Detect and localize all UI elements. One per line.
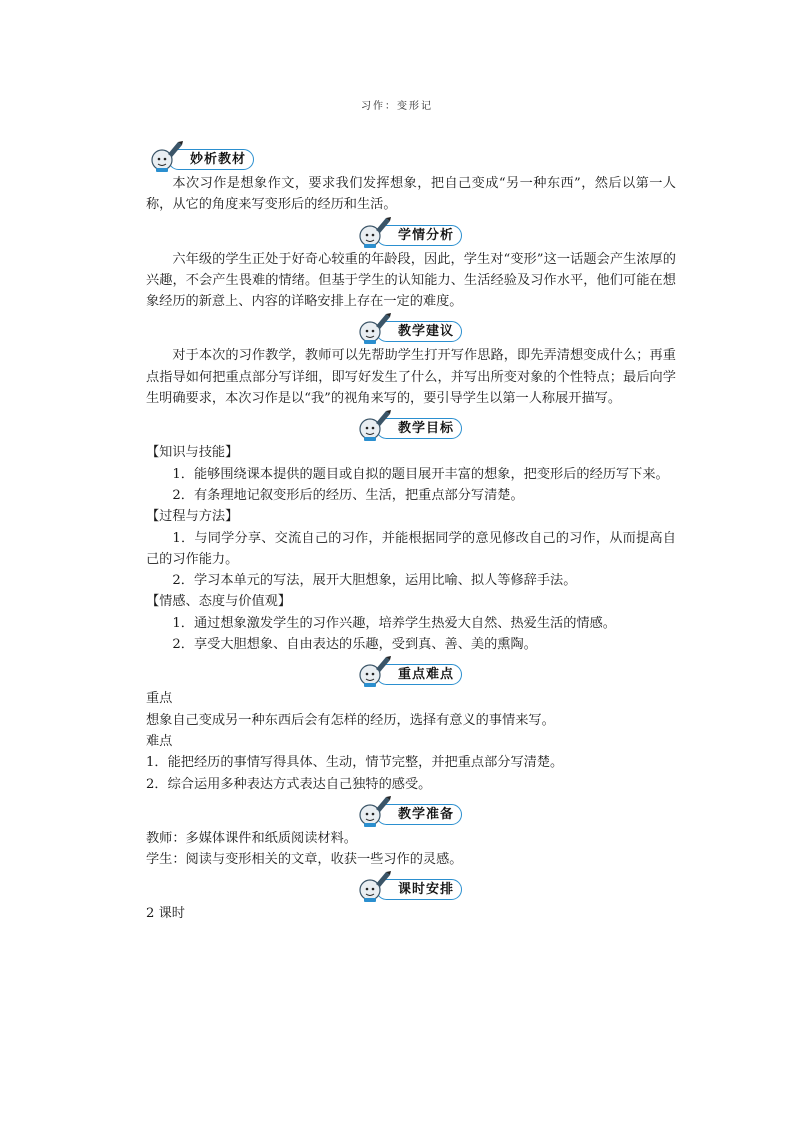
process-title: 【过程与方法】	[146, 509, 239, 525]
pencil-mascot-icon	[356, 795, 394, 828]
pencil-mascot-icon	[356, 216, 394, 249]
section-heading-label: 教学建议	[397, 324, 454, 340]
suggestion-text: 对于本次的习作教学，教师可以先帮助学生打开写作思路，即先弄清想变成什么；再重点指导如何把重点部分写详细，即写好发生了什么，并写出所变对象的个性特点；最后向学生明确要求，本次习作是以“我”的视角来写的，要引导学生以第一人称展开描写。	[146, 348, 676, 407]
emotion-item-1: 1．通过想象激发学生的习作兴趣，培养学生热爱大自然、热爱生活的情感。	[172, 615, 616, 631]
material-text: 本次习作是想象作文，要求我们发挥想象，把自己变成“另一种东西”，然后以第一人称，从它的角度来写变形后的经历和生活。	[146, 176, 676, 213]
pencil-mascot-icon	[356, 409, 394, 442]
key-text: 想象自己变成另一种东西后会有怎样的经历，选择有意义的事情来写。	[146, 712, 555, 728]
prep-student: 学生：阅读与变形相关的文章，收获一些习作的灵感。	[146, 852, 463, 868]
section-heading-suggestion	[146, 312, 676, 345]
process-item-2: 2．学习本单元的写法，展开大胆想象，运用比喻、拟人等修辞手法。	[172, 573, 577, 589]
section-heading-label: 学情分析	[397, 227, 454, 243]
prep-teacher: 教师：多媒体课件和纸质阅读材料。	[146, 830, 357, 846]
difficulty-item-2: 2．综合运用多种表达方式表达自己独特的感受。	[146, 776, 432, 792]
knowledge-title: 【知识与技能】	[146, 445, 239, 461]
document-body	[146, 140, 676, 925]
pencil-mascot-icon	[148, 140, 186, 173]
section-heading-goals	[146, 409, 676, 442]
knowledge-item-2: 2．有条理地记叙变形后的经历、生活，把重点部分写清楚。	[172, 487, 524, 503]
pencil-mascot-icon	[356, 870, 394, 903]
section-heading-label: 重点难点	[397, 667, 454, 683]
emotion-item-2: 2．享受大胆想象、自由表达的乐趣，受到真、善、美的熏陶。	[172, 637, 537, 653]
pencil-mascot-icon	[356, 655, 394, 688]
section-heading-material	[148, 140, 676, 173]
analysis-text: 六年级的学生正处于好奇心较重的年龄段，因此，学生对“变形”这一话题会产生浓厚的兴趣，不会产生畏难的情绪。但基于学生的认知能力、生活经验及习作水平，他们可能在想象经历的新意上、内容的详略安排上存在一定的难度。	[146, 251, 676, 310]
section-heading-preparation	[146, 795, 676, 828]
schedule-text: 2 课时	[146, 906, 185, 922]
section-heading-label: 妙析教材	[189, 152, 246, 167]
section-heading-keypoints	[146, 655, 676, 688]
section-heading-label: 教学目标	[397, 421, 454, 437]
page-title: 习作：变形记	[361, 101, 433, 112]
process-item-1: 1．与同学分享、交流自己的习作，并能根据同学的意见修改自己的习作，从而提高自己的习作能力。	[146, 530, 676, 567]
section-heading-analysis	[146, 216, 676, 249]
emotion-title: 【情感、态度与价值观】	[146, 594, 292, 610]
difficulty-item-1: 1．能把经历的事情写得具体、生动，情节完整，并把重点部分写清楚。	[146, 755, 564, 771]
pencil-mascot-icon	[356, 312, 394, 345]
knowledge-item-1: 1．能够围绕课本提供的题目或自拟的题目展开丰富的想象，把变形后的经历写下来。	[172, 466, 669, 482]
difficulty-label: 难点	[146, 733, 173, 749]
key-label: 重点	[146, 691, 173, 707]
section-heading-schedule	[146, 870, 676, 903]
section-heading-label: 课时安排	[397, 882, 454, 898]
section-heading-label: 教学准备	[397, 806, 454, 822]
